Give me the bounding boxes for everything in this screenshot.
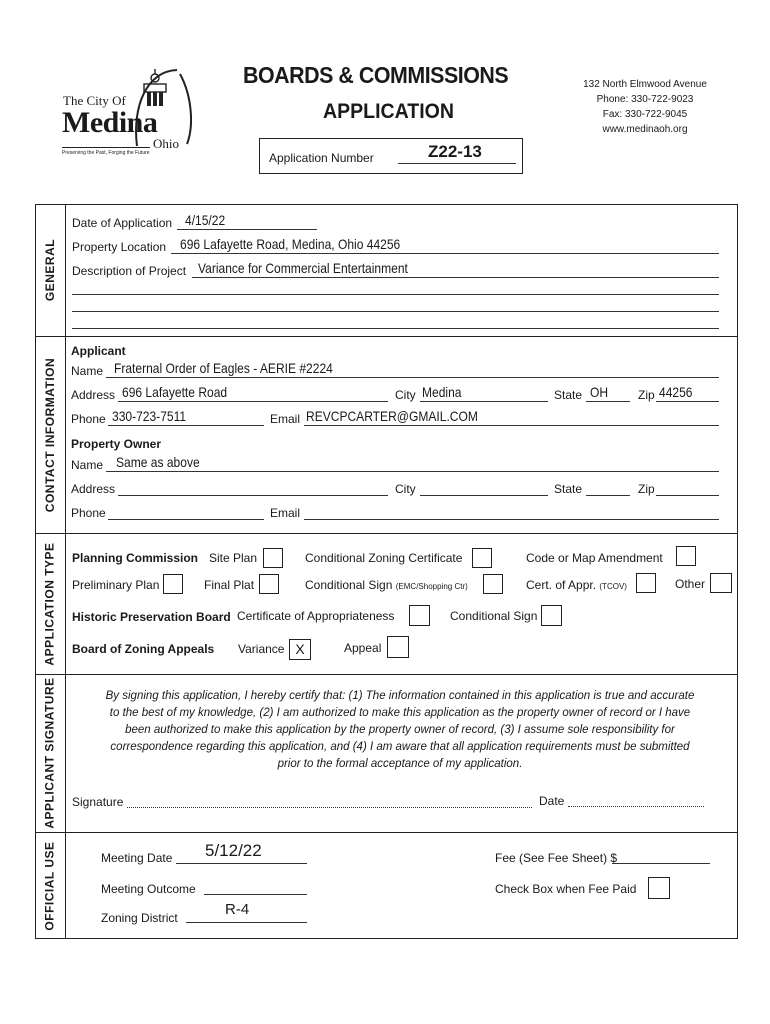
form-title: BOARDS & COMMISSIONS xyxy=(243,62,509,88)
variance-label: Variance xyxy=(238,642,285,656)
cert-line-5: prior to the formal acceptance of my application. xyxy=(277,758,523,770)
cert-line-2: to the best of my knowledge, (2) I am authorized to make this application as the property owner of record or I have xyxy=(109,707,691,719)
owner-phone-label: Phone xyxy=(71,506,106,520)
applicant-phone-value: 330-723-7511 xyxy=(112,408,187,424)
preliminary-plan-checkbox[interactable] xyxy=(163,574,183,594)
applicant-email-value: REVCPCARTER@GMAIL.COM xyxy=(306,408,478,424)
appeal-label: Appeal xyxy=(344,641,382,655)
code-map-amendment-label: Code or Map Amendment xyxy=(526,551,663,565)
owner-city-label: City xyxy=(395,482,416,496)
city-fax: Fax: 330-722-9045 xyxy=(602,109,688,120)
form-subtitle: APPLICATION xyxy=(323,100,454,123)
applicant-heading: Applicant xyxy=(71,344,126,358)
applicant-phone-label: Phone xyxy=(71,412,106,426)
owner-address-field[interactable] xyxy=(118,495,388,496)
section-label-application-type: APPLICATION TYPE xyxy=(43,541,57,666)
project-description-line-4[interactable] xyxy=(72,328,719,329)
cert-appropriateness-label: Certificate of Appropriateness xyxy=(237,609,395,623)
cert-line-3: been authorized to make this application by the property owner of record, (3) I assume sole responsibility for xyxy=(125,724,675,736)
date-of-application-field[interactable] xyxy=(177,229,317,230)
applicant-name-label: Name xyxy=(71,364,104,378)
applicant-address-label: Address xyxy=(71,388,116,402)
owner-name-label: Name xyxy=(71,458,104,472)
fee-paid-label: Check Box when Fee Paid xyxy=(495,882,637,896)
meeting-outcome-label: Meeting Outcome xyxy=(101,882,196,896)
project-description-field[interactable] xyxy=(192,277,719,278)
property-location-value: 696 Lafayette Road, Medina, Ohio 44256 xyxy=(180,236,401,252)
city-contact-block xyxy=(560,77,730,137)
applicant-state-value: OH xyxy=(590,384,609,400)
section-label-contact: CONTACT INFORMATION xyxy=(43,357,57,512)
owner-email-label: Email xyxy=(270,506,301,520)
property-owner-heading: Property Owner xyxy=(71,437,162,451)
application-number-box xyxy=(259,138,523,174)
logo-line1: The City Of xyxy=(63,93,126,108)
logo-tagline: Preserving the Past, Forging the Future xyxy=(62,150,150,156)
preliminary-plan-label: Preliminary Plan xyxy=(72,578,160,592)
conditional-sign-checkbox[interactable] xyxy=(483,574,503,594)
date-of-application-value: 4/15/22 xyxy=(185,212,226,228)
application-number-label: Application Number xyxy=(269,151,374,165)
applicant-address-field[interactable] xyxy=(118,401,388,402)
applicant-zip-value: 44256 xyxy=(659,384,693,400)
applicant-name-value: Fraternal Order of Eagles - AERIE #2224 xyxy=(114,360,333,376)
owner-zip-field[interactable] xyxy=(656,495,719,496)
owner-name-field[interactable] xyxy=(106,471,719,472)
cert-appropriateness-checkbox[interactable] xyxy=(409,605,430,626)
signature-label: Signature xyxy=(72,795,124,809)
certification-statement xyxy=(70,688,730,773)
other-checkbox[interactable] xyxy=(710,573,732,593)
signature-date-label: Date xyxy=(539,794,565,808)
side-label-divider xyxy=(65,204,66,939)
fee-paid-checkbox[interactable] xyxy=(648,877,670,899)
property-location-label: Property Location xyxy=(72,240,167,254)
final-plat-checkbox[interactable] xyxy=(259,574,279,594)
project-description-value: Variance for Commercial Entertainment xyxy=(198,260,408,276)
applicant-city-field[interactable] xyxy=(420,401,548,402)
historic-conditional-sign-label: Conditional Sign xyxy=(450,609,538,623)
conditional-zoning-label: Conditional Zoning Certificate xyxy=(305,551,463,565)
date-of-application-label: Date of Application xyxy=(72,216,173,230)
city-logo xyxy=(60,66,200,161)
applicant-phone-field[interactable] xyxy=(108,425,264,426)
fee-label: Fee (See Fee Sheet) $ xyxy=(495,851,618,865)
meeting-date-label: Meeting Date xyxy=(101,851,173,865)
applicant-zip-field[interactable] xyxy=(656,401,719,402)
fee-field[interactable] xyxy=(612,863,710,864)
cert-line-1: By signing this application, I hereby certify that: (1) The information contained in this application is true and accurate xyxy=(105,690,695,702)
city-website[interactable]: www.medinaoh.org xyxy=(602,124,688,135)
final-plat-label: Final Plat xyxy=(204,578,255,592)
cert-line-4: correspondence regarding this application, and (4) I am aware that all application requirements must be submitted xyxy=(110,741,690,753)
zoning-district-value: R-4 xyxy=(225,901,250,918)
board-of-zoning-appeals-label: Board of Zoning Appeals xyxy=(72,642,215,656)
application-number-value: Z22-13 xyxy=(428,142,482,161)
conditional-sign-note: (EMC/Shopping Ctr) xyxy=(395,582,468,591)
signature-date-field[interactable] xyxy=(568,806,704,807)
owner-phone-field[interactable] xyxy=(108,519,264,520)
project-description-line-3[interactable] xyxy=(72,311,719,312)
logo-line3: Ohio xyxy=(153,136,179,151)
owner-email-field[interactable] xyxy=(304,519,719,520)
applicant-address-value: 696 Lafayette Road xyxy=(122,384,228,400)
applicant-name-field[interactable] xyxy=(106,377,719,378)
form-frame xyxy=(35,204,738,939)
applicant-email-field[interactable] xyxy=(304,425,719,426)
owner-city-field[interactable] xyxy=(420,495,548,496)
project-description-label: Description of Project xyxy=(72,264,187,278)
owner-state-label: State xyxy=(554,482,583,496)
section-label-general: GENERAL xyxy=(43,238,58,302)
owner-address-label: Address xyxy=(71,482,116,496)
planning-commission-label: Planning Commission xyxy=(72,551,199,565)
code-map-amendment-checkbox[interactable] xyxy=(676,546,696,566)
cert-of-appr-checkbox[interactable] xyxy=(636,573,656,593)
zoning-district-label: Zoning District xyxy=(101,911,178,925)
historic-board-label: Historic Preservation Board xyxy=(72,610,231,624)
logo-line2: Medina xyxy=(62,106,158,139)
applicant-zip-label: Zip xyxy=(638,388,655,402)
conditional-zoning-checkbox[interactable] xyxy=(472,548,492,568)
section-label-official: OFFICIAL USE xyxy=(43,840,57,931)
signature-field[interactable] xyxy=(127,807,532,808)
appeal-checkbox[interactable] xyxy=(387,636,409,658)
site-plan-label: Site Plan xyxy=(209,551,258,565)
applicant-city-label: City xyxy=(395,388,416,402)
meeting-outcome-field[interactable] xyxy=(204,894,307,895)
site-plan-checkbox[interactable] xyxy=(263,548,283,568)
applicant-state-label: State xyxy=(554,388,583,402)
owner-name-value: Same as above xyxy=(116,454,200,470)
variance-checkbox[interactable]: X xyxy=(289,639,311,660)
meeting-date-field[interactable] xyxy=(176,863,307,864)
other-label: Other xyxy=(675,577,706,591)
historic-conditional-sign-checkbox[interactable] xyxy=(541,605,562,626)
city-phone: Phone: 330-722-9023 xyxy=(596,94,694,105)
cert-of-appr-label: Cert. of Appr. (TCOV) xyxy=(526,578,627,592)
city-address: 132 North Elmwood Avenue xyxy=(583,79,707,90)
owner-state-field[interactable] xyxy=(586,495,630,496)
project-description-line-2[interactable] xyxy=(72,294,719,295)
applicant-city-value: Medina xyxy=(422,384,462,400)
meeting-date-value: 5/12/22 xyxy=(205,841,262,860)
property-location-field[interactable] xyxy=(171,253,719,254)
applicant-state-field[interactable] xyxy=(586,401,630,402)
owner-zip-label: Zip xyxy=(638,482,655,496)
section-label-signature: APPLICANT SIGNATURE xyxy=(43,677,57,829)
applicant-email-label: Email xyxy=(270,412,301,426)
zoning-district-field[interactable] xyxy=(186,922,307,923)
cert-of-appr-note: (TCOV) xyxy=(599,582,627,591)
conditional-sign-label: Conditional Sign (EMC/Shopping Ctr) xyxy=(305,578,468,592)
